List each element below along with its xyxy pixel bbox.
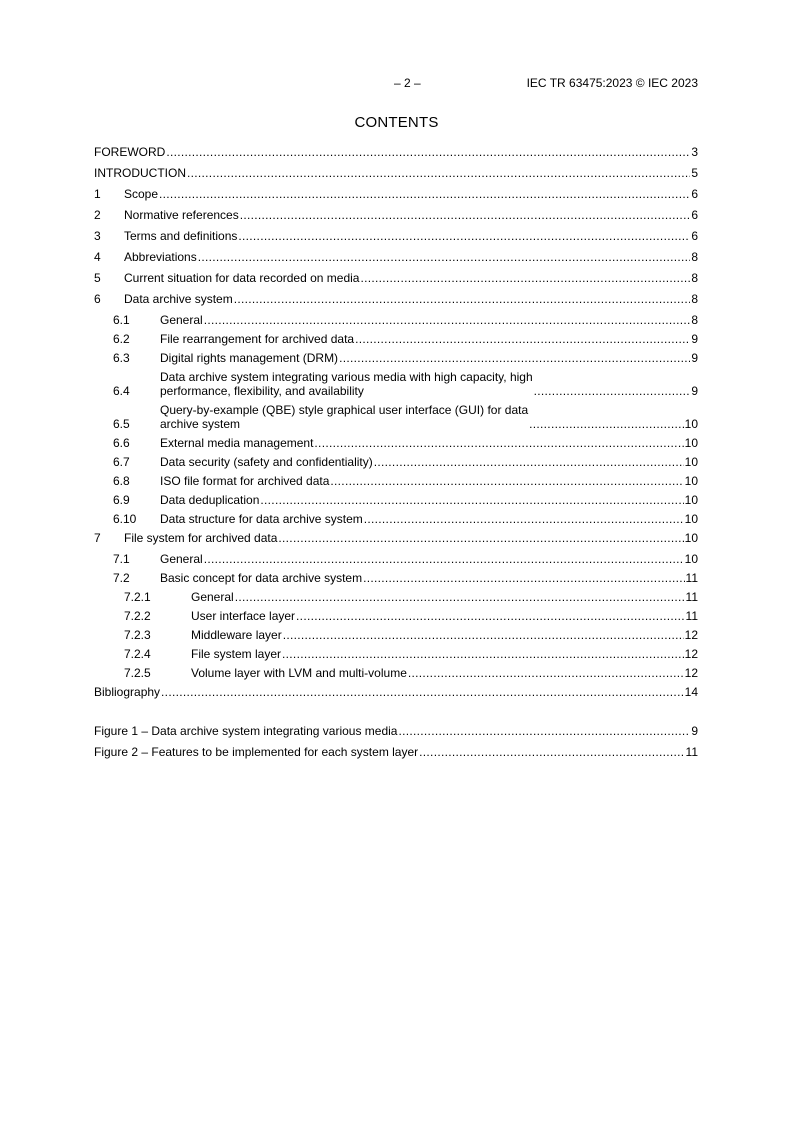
toc-entry-title [124,250,197,264]
dot-leader [235,590,685,604]
toc-entry-title-line: Digital rights management (DRM) [160,351,339,365]
toc-entry[interactable] [94,531,698,545]
toc-entry-title-line: ISO file format for archived data [160,474,330,488]
toc-entry-title-line: Data archive system [124,292,233,306]
toc-entry-title-line: Normative references [124,208,239,222]
toc-entry-title [160,436,313,450]
dot-leader [296,609,684,623]
toc-entry-title [191,666,407,680]
toc-entry-number: 7.2.4 [124,647,151,661]
toc-entry-title-line: INTRODUCTION [94,166,186,180]
toc-entry-number: 7.2.5 [124,666,151,680]
toc-page-number: 8 [691,313,698,327]
toc-entry-title [94,685,160,699]
dot-leader [398,724,690,738]
toc-entry[interactable] [94,351,698,365]
toc-entry[interactable] [94,552,698,566]
dot-leader [534,384,691,398]
dot-leader [240,208,691,222]
toc-page-number: 11 [685,745,698,759]
toc-entry[interactable] [94,666,698,680]
toc-page-number: 8 [691,250,698,264]
toc-entry-number: 6.1 [113,313,130,327]
toc-entry-number: 3 [94,229,101,243]
toc-entry-title-line: General [160,313,203,327]
dot-leader [204,552,684,566]
toc-entry[interactable] [94,271,698,285]
dot-leader [161,685,684,699]
toc-entry[interactable] [94,724,698,738]
toc-entry-title [124,531,277,545]
toc-page-number: 5 [691,166,698,180]
dot-leader [408,666,684,680]
toc-entry-title [94,745,418,759]
toc-entry-title [94,724,397,738]
toc-entry-number: 7.2.3 [124,628,151,642]
toc-entry[interactable] [94,493,698,507]
toc-entry-title [160,370,533,398]
toc-entry-title [160,474,329,488]
toc-entry-title [124,187,158,201]
toc-entry[interactable] [94,229,698,243]
toc-entry-title [124,208,239,222]
page-title: CONTENTS [354,114,439,131]
toc-entry-title-line: Data security (safety and confidentiality) [160,455,373,469]
toc-entry-title-line: Data structure for data archive system [160,512,363,526]
toc-entry-number: 5 [94,271,101,285]
toc-entry[interactable] [94,166,698,180]
dot-leader [283,628,684,642]
toc-entry-title-line: Volume layer with LVM and multi-volume [191,666,407,680]
toc-entry[interactable] [94,609,698,623]
toc-entry-title-line: Scope [124,187,159,201]
toc-entry-title-line: General [160,552,203,566]
toc-entry-title [160,313,203,327]
toc-entry-number: 6.7 [113,455,130,469]
toc-entry[interactable] [94,474,698,488]
toc-entry-title-line: Query-by-example (QBE) style graphical user interface (GUI) for data [160,403,529,417]
toc-entry[interactable] [94,745,698,759]
dot-leader [339,351,690,365]
toc-page-number: 11 [685,571,698,585]
dot-leader [282,647,684,661]
toc-entry-number: 6.4 [113,384,130,398]
toc-entry-title [124,292,233,306]
dot-leader [159,187,690,201]
dot-leader [260,493,683,507]
toc-entry-title-line: Data deduplication [160,493,260,507]
toc-entry[interactable] [94,455,698,469]
toc-entry-title [160,351,338,365]
toc-entry-number: 6.9 [113,493,130,507]
toc-entry-title [124,271,359,285]
toc-entry[interactable] [94,403,698,431]
toc-entry[interactable] [94,250,698,264]
dot-leader [166,145,690,159]
dot-leader [238,229,690,243]
toc-page-number: 12 [684,628,698,642]
toc-entry-title [191,628,282,642]
toc-entry[interactable] [94,292,698,306]
document-reference: IEC TR 63475:2023 © IEC 2023 [526,76,698,90]
toc-page-number: 10 [684,552,698,566]
toc-entry-title-line: Terms and definitions [124,229,238,243]
toc-entry-title [160,455,373,469]
dot-leader [374,455,684,469]
toc-entry-number: 6.2 [113,332,130,346]
toc-entry[interactable] [94,590,698,604]
section-gap [94,706,698,724]
toc-entry[interactable] [94,628,698,642]
toc-page-number: 10 [684,493,698,507]
toc-entry-title-line: FOREWORD [94,145,166,159]
toc-page-number: 8 [691,271,698,285]
toc-page-number: 9 [691,332,698,346]
dot-leader [314,436,683,450]
toc-page-number: 9 [691,724,698,738]
toc-page-number: 10 [684,436,698,450]
toc-entry-number: 1 [94,187,101,201]
toc-entry-number: 7.2.2 [124,609,151,623]
toc-entry-title [191,590,234,604]
toc-page-number: 9 [691,351,698,365]
toc-entry[interactable] [94,571,698,585]
toc-entry-title [160,493,259,507]
toc-entry-title-line: Data archive system integrating various media with high capacity, high [160,370,533,384]
toc-entry-title-line: archive system [160,417,241,431]
toc-entry-number: 7.2.1 [124,590,151,604]
toc-entry-title-line: performance, flexibility, and availability [160,384,364,398]
toc-entry-number: 2 [94,208,101,222]
toc-entry-title [160,552,203,566]
toc-entry-number: 6.6 [113,436,130,450]
toc-entry-number: 7 [94,531,101,545]
toc-entry[interactable] [94,332,698,346]
toc-entry-title [160,512,363,526]
dot-leader [204,313,691,327]
toc-page-number: 10 [684,531,698,545]
toc-entry-title-line: Figure 2 – Features to be implemented for each system layer [94,745,419,759]
toc-entry[interactable] [94,208,698,222]
page-number: – 2 – [394,76,421,90]
toc-page-number: 14 [684,685,698,699]
toc-entry-title-line: File system layer [191,647,282,661]
toc-entry-title-line: Abbreviations [124,250,197,264]
toc-page-number: 11 [685,590,698,604]
toc-entry-number: 6.3 [113,351,130,365]
toc-entry-title-line: File rearrangement for archived data [160,332,355,346]
toc-entry-number: 6.10 [113,512,137,526]
toc-entry[interactable] [94,313,698,327]
toc-page-number: 9 [691,384,698,398]
toc-entry-title-line: Figure 1 – Data archive system integrating various media [94,724,398,738]
toc-entry[interactable] [94,685,698,699]
toc-entry-title-line: User interface layer [191,609,296,623]
toc-page-number: 6 [691,187,698,201]
toc-page-number: 8 [691,292,698,306]
toc-entry-title [191,647,281,661]
toc-entry-title [160,332,354,346]
toc-entry-title-line: Middleware layer [191,628,282,642]
toc-entry-title [124,229,237,243]
toc-page-number: 12 [684,666,698,680]
toc-entry-title-line: File system for archived data [124,531,278,545]
toc-entry-title [94,145,165,159]
dot-leader [234,292,691,306]
toc-page-number: 10 [684,455,698,469]
toc-entry-number: 6 [94,292,101,306]
dot-leader [419,745,684,759]
dot-leader [278,531,683,545]
toc-page-number: 10 [684,417,698,431]
dot-leader [363,571,684,585]
table-of-contents [94,145,698,766]
dot-leader [187,166,690,180]
toc-entry[interactable] [94,436,698,450]
toc-entry[interactable] [94,370,698,398]
toc-entry-number: 6.8 [113,474,130,488]
dot-leader [198,250,691,264]
dot-leader [364,512,684,526]
toc-page-number: 6 [691,208,698,222]
toc-entry-title-line: Current situation for data recorded on media [124,271,360,285]
toc-entry-number: 7.1 [113,552,130,566]
toc-entry-number: 7.2 [113,571,130,585]
toc-entry-title [160,403,528,431]
toc-entry[interactable] [94,512,698,526]
toc-page-number: 10 [684,512,698,526]
dot-leader [529,417,684,431]
toc-entry[interactable] [94,145,698,159]
toc-entry-title [191,609,295,623]
toc-entry-title-line: General [191,590,234,604]
dot-leader [355,332,690,346]
dot-leader [330,474,683,488]
toc-page-number: 10 [684,474,698,488]
toc-entry-title-line: Bibliography [94,685,161,699]
toc-entry-title [160,571,362,585]
toc-entry[interactable] [94,647,698,661]
toc-page-number: 12 [684,647,698,661]
toc-page-number: 3 [691,145,698,159]
toc-page-number: 6 [691,229,698,243]
toc-page-number: 11 [685,609,698,623]
toc-entry-number: 4 [94,250,101,264]
toc-entry-title [94,166,186,180]
toc-entry-title-line: Basic concept for data archive system [160,571,363,585]
dot-leader [360,271,690,285]
page-header [94,76,698,92]
toc-entry-number: 6.5 [113,417,130,431]
toc-entry-title-line: External media management [160,436,314,450]
toc-entry[interactable] [94,187,698,201]
